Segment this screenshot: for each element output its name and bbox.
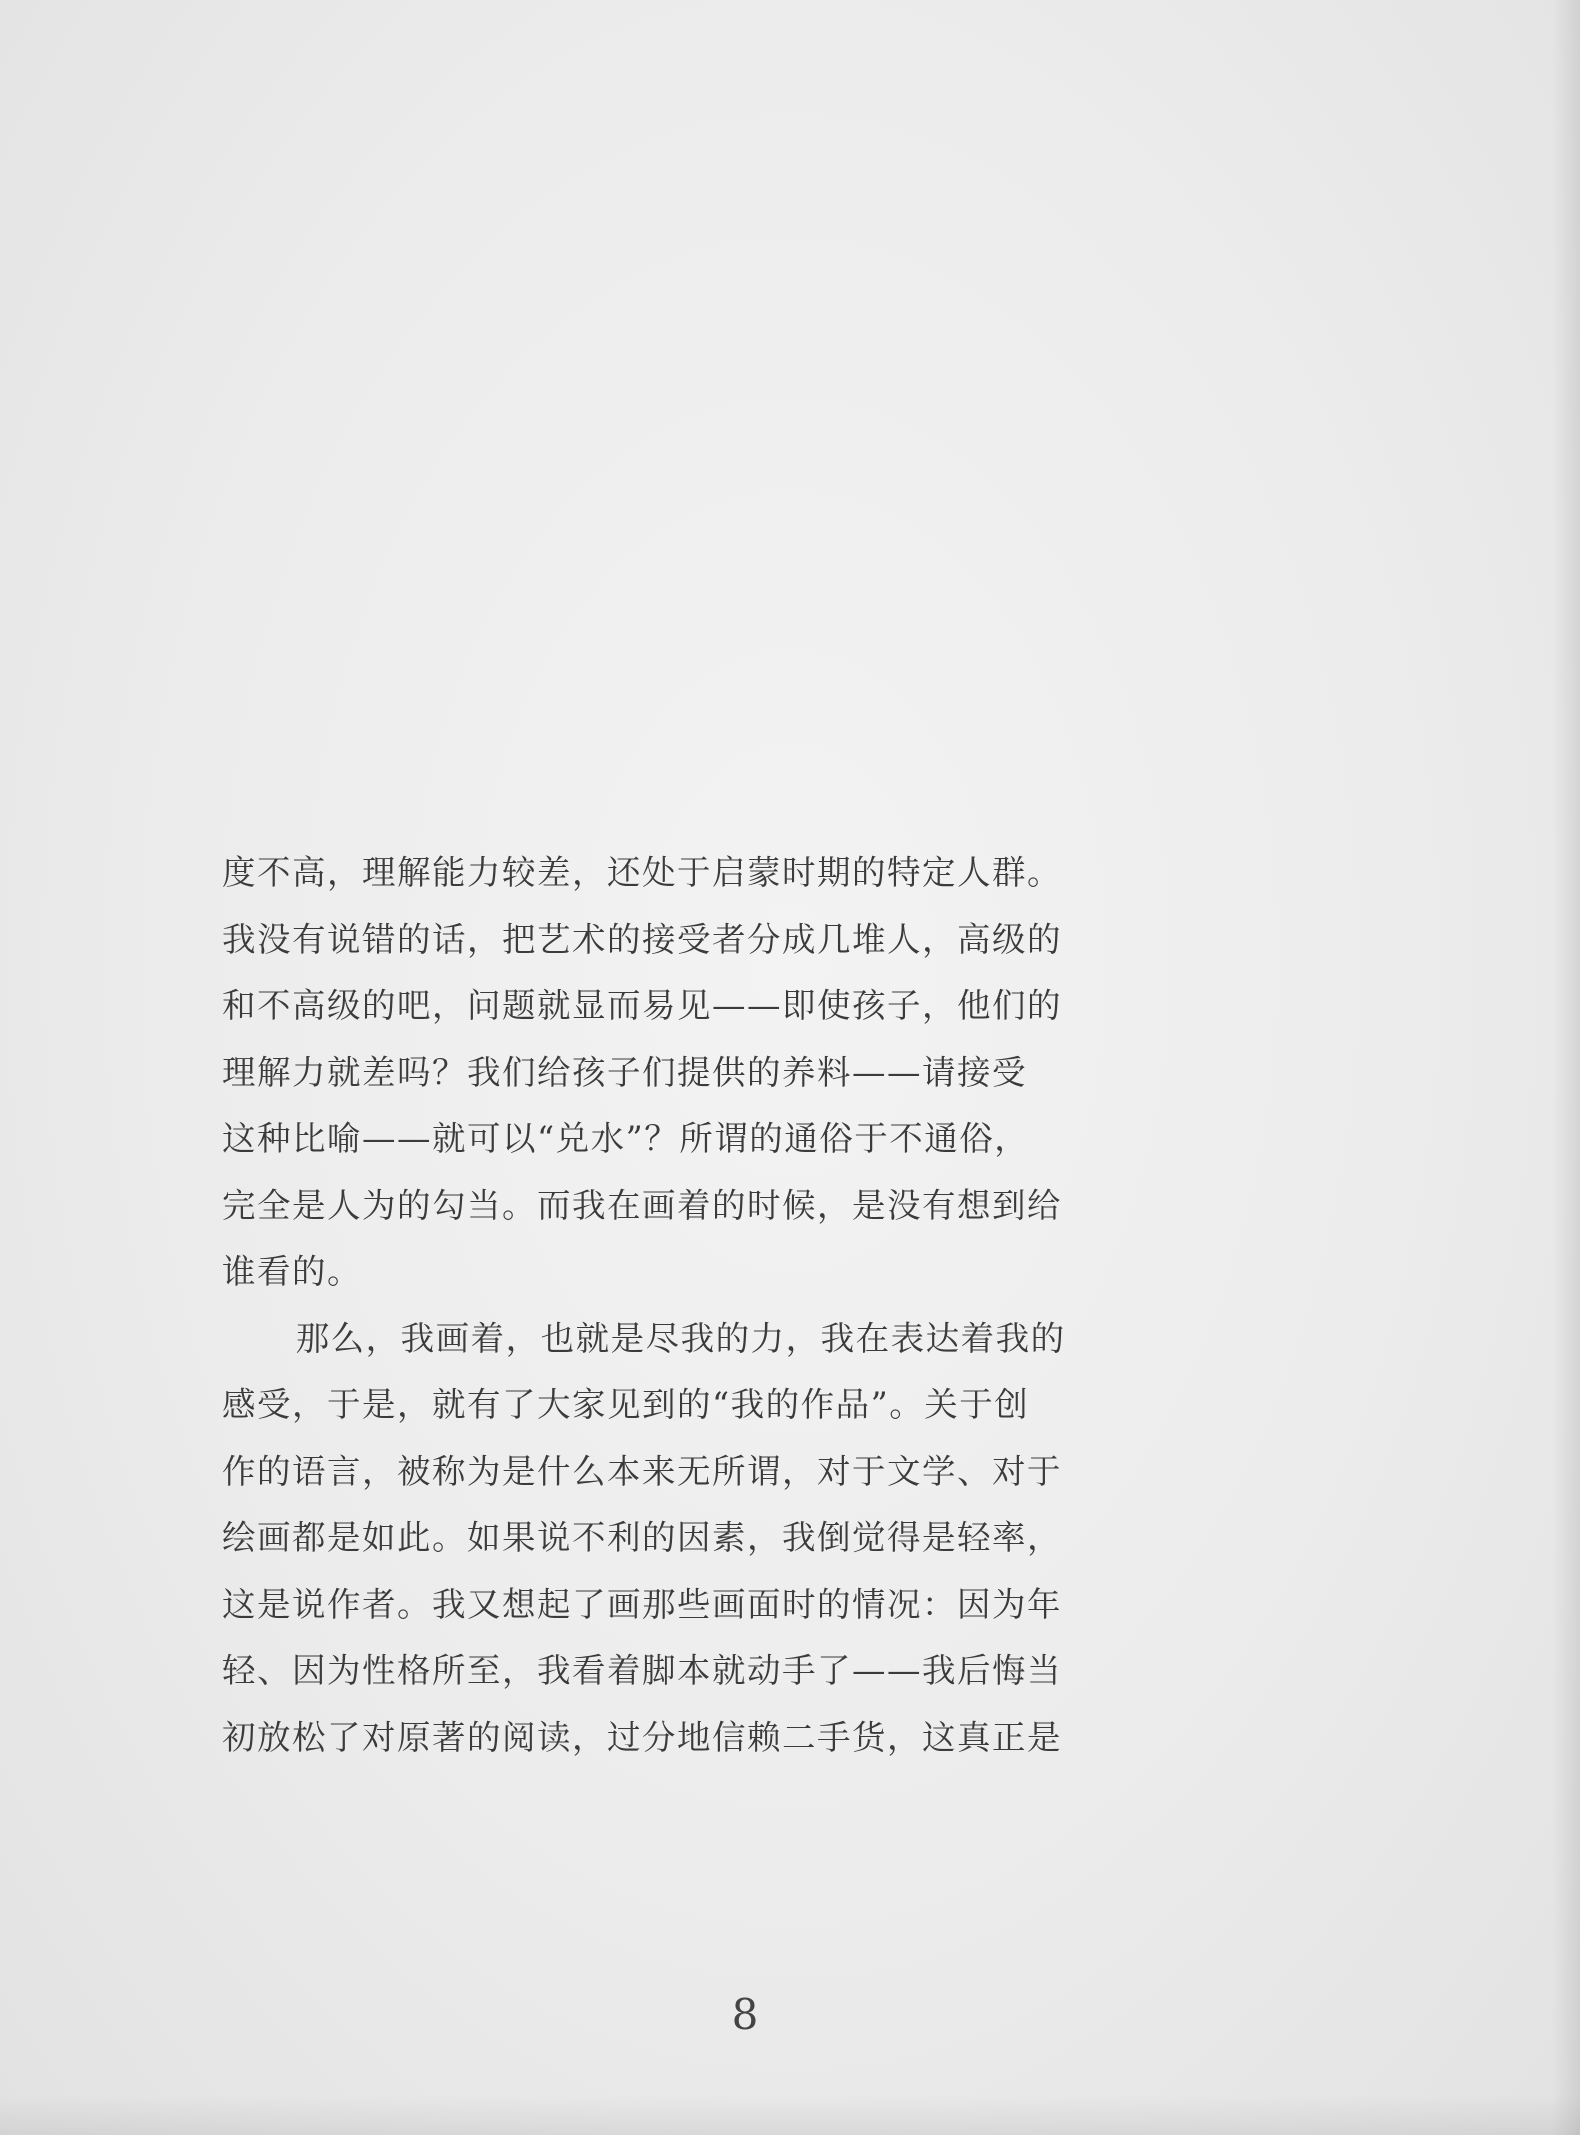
text-line: 谁看的。: [222, 1252, 362, 1291]
text-line: 作的语言，被称为是什么本来无所谓，对于文学、对于: [222, 1451, 1062, 1491]
paragraph: [222, 1306, 1262, 1772]
text-line: 度不高，理解能力较差，还处于启蒙时期的特定人群。: [222, 853, 1062, 892]
text-line: 理解力就差吗？我们给孩子们提供的养料——请接受: [222, 1052, 1027, 1092]
text-line: 我没有说错的话，把艺术的接受者分成几堆人，高级的: [222, 919, 1062, 959]
page-number: 8: [731, 1990, 759, 2039]
text-line: 和不高级的吧，问题就显而易见——即使孩子，他们的: [222, 986, 1062, 1025]
page-edge-shadow-right: [1552, 0, 1580, 2135]
text-line: 感受，于是，就有了大家见到的“我的作品”。关于创: [222, 1385, 1030, 1424]
text-line: 轻、因为性格所至，我看着脚本就动手了——我后悔当: [222, 1651, 1062, 1690]
text-line: 这种比喻——就可以“兑水”？所谓的通俗于不通俗，: [222, 1119, 1030, 1158]
text-line: 这是说作者。我又想起了画那些画面时的情况：因为年: [222, 1584, 1062, 1624]
text-line: 初放松了对原著的阅读，过分地信赖二手货，这真正是: [222, 1717, 1062, 1757]
text-line: 完全是人为的勾当。而我在画着的时候，是没有想到给: [222, 1185, 1062, 1225]
text-line: 那么，我画着，也就是尽我的力，我在表达着我的: [295, 1318, 1066, 1358]
page-edge-shadow-bottom: [0, 2095, 1580, 2135]
text-line: 绘画都是如此。如果说不利的因素，我倒觉得是轻率，: [222, 1518, 1062, 1557]
paragraph-continued: [222, 840, 1262, 1306]
body-text: [222, 840, 1262, 1771]
